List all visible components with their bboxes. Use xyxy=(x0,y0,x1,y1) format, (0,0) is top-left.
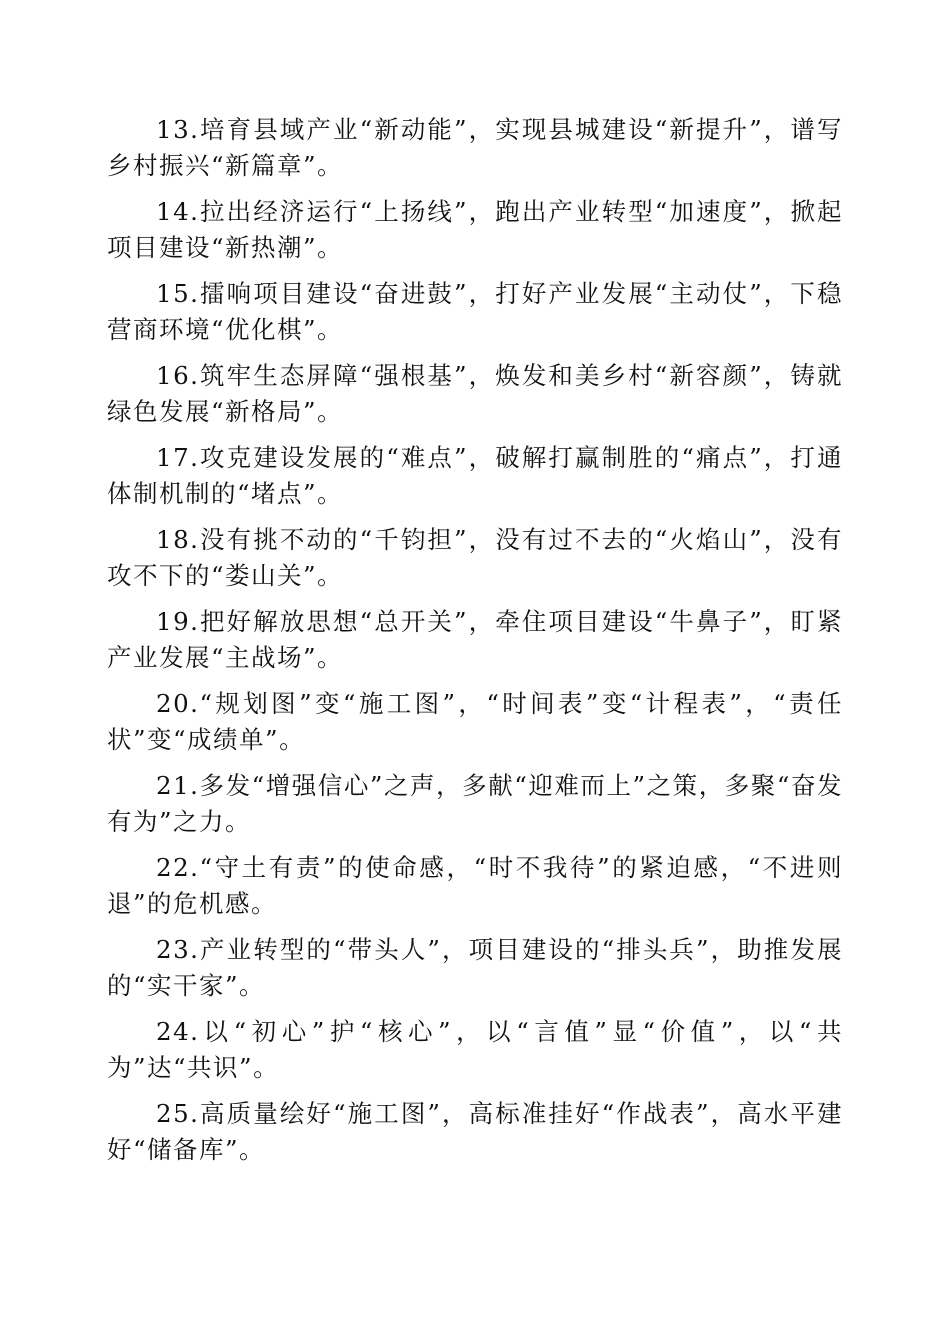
paragraph-18: 18.没有挑不动的“千钧担”，没有过不去的“火焰山”，没有攻不下的“娄山关”。 xyxy=(107,524,843,591)
paragraph-20: 20.“规划图”变“施工图”，“时间表”变“计程表”，“责任状”变“成绩单”。 xyxy=(107,688,844,755)
paragraph-14: 14.拉出经济运行“上扬线”，跑出产业转型“加速度”，掀起项目建设“新热潮”。 xyxy=(107,196,843,263)
paragraph-23: 23.产业转型的“带头人”，项目建设的“排头兵”，助推发展的“实干家”。 xyxy=(107,934,843,1001)
document-page xyxy=(107,112,843,1178)
paragraph-22: 22.“守土有责”的使命感，“时不我待”的紧迫感，“不进则退”的危机感。 xyxy=(107,852,843,919)
paragraph-16: 16.筑牢生态屏障“强根基”，焕发和美乡村“新容颜”，铸就绿色发展“新格局”。 xyxy=(107,360,843,427)
paragraph-24: 24.以“初心”护“核心”，以“言值”显“价值”，以“共为”达“共识”。 xyxy=(107,1016,843,1083)
paragraph-13: 13.培育县域产业“新动能”，实现县城建设“新提升”，谱写乡村振兴“新篇章”。 xyxy=(107,115,843,181)
paragraph-25: 25.高质量绘好“施工图”，高标准挂好“作战表”，高水平建好“储备库”。 xyxy=(107,1098,843,1165)
paragraph-19: 19.把好解放思想“总开关”，牵住项目建设“牛鼻子”，盯紧产业发展“主战场”。 xyxy=(107,606,843,673)
paragraph-21: 21.多发“增强信心”之声，多献“迎难而上”之策，多聚“奋发有为”之力。 xyxy=(107,770,843,837)
paragraph-17: 17.攻克建设发展的“难点”，破解打赢制胜的“痛点”，打通体制机制的“堵点”。 xyxy=(107,442,843,509)
paragraph-15: 15.擂响项目建设“奋进鼓”，打好产业发展“主动仗”，下稳营商环境“优化棋”。 xyxy=(107,278,843,345)
